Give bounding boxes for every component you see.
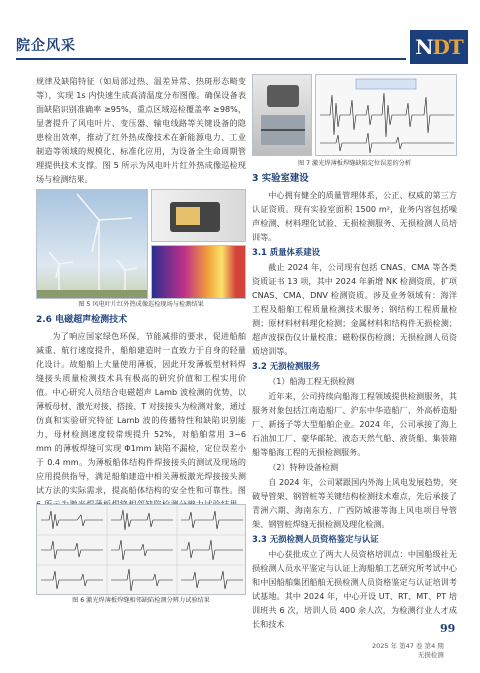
paragraph-3-2-2: 自 2024 年，公司紧跟国内外海上风电发展趋势，突破导管架、钢管桩等关键结构检测技术难点，先后承接了青洲六期、海南东方、广西防城港等海上风电项目导管架、钢管桩焊缝无损检测及理化检测。 — [252, 477, 457, 529]
weld-specimen-photo — [252, 74, 312, 156]
page-number: 99 — [440, 622, 456, 635]
left-column — [36, 74, 246, 525]
figure-7-panels — [252, 74, 457, 156]
waveform-grid — [36, 504, 246, 595]
heading-2-6: 2.6 电磁超声检测技术 — [36, 315, 128, 325]
heading-3-1: 3.1 质量体系建设 — [252, 247, 321, 257]
left-paragraph-2: 为了响应国家绿色环保，节能减排的要求，促进船舶减重、航行速度提升，船舶建造时一直致力于自身的轻量化设计。故船舶上大量使用薄板，因此开发薄板型材料焊缝接头质量检测技术具有极高的研究价值和工程实用价值。中心研究人员结合电磁超声 Lamb 波检测的优势，以薄板母材、激光对接、搭接、T 对接接头为检测对象，通过仿真和实验研究特征 Lamb 波的传播特性和缺陷识别能力，母材检测速度较常规提升 52%，对船舶常用 3~6 mm 的薄板焊缝可实现 Φ1mm 缺陷不漏检，定位误差小于 0.4 mm。为薄板船体结构件焊接接头的测试及现场的应用提供指导，满足船舶建造中相关薄板激光焊接接头测试方法的实际需求，提高船体结构的安全性和可靠性。图 — [36, 331, 246, 495]
issue-info: 2025 年 第47 卷 第4 期 — [372, 642, 444, 650]
thermal-instrument-photo — [151, 189, 246, 242]
paragraph-3-2-1: 近年来，公司持续向船海工程领域提供检测服务，其服务对象包括江南造船厂、沪东中华造船厂、外高桥造船厂、新扬子等大型船舶企业。2024 年，公司承接了海上石油加工厂、豪华邮轮、液态天然气船、液货船、集装箱船等船海工程的无损检测服务。 — [252, 391, 457, 457]
heading-3-2-1: （1）船海工程无损检测 — [268, 376, 355, 386]
journal-logo: N DT — [410, 30, 468, 64]
figure-5-caption: 图 5 风电叶片红外热成像巡检现场与检测结果 — [78, 301, 204, 308]
right-column — [252, 158, 457, 631]
header-rule — [16, 58, 406, 60]
thermal-image — [151, 245, 246, 299]
figure-7 — [252, 74, 457, 156]
figure-6 — [36, 504, 246, 604]
heading-3-2-2: （2）特种设备检测 — [268, 462, 339, 472]
wind-turbine-photo — [36, 189, 148, 299]
paragraph-3: 中心拥有健全的质量管理体系，公正、权威的第三方认证资质。现有实验室面积 1500 m²，业务内容包括噪声检测、材料理化试验、无损检测服务、无损检测人员培训等。 — [252, 190, 457, 242]
page-header — [0, 0, 480, 70]
section-title: 院企风采 — [16, 38, 76, 54]
paragraph-3-1: 截止 2024 年，公司现有包括 CNAS、CMA 等各类资质证书 13 项，其中 2024 年新增 NK 检测资质，扩项 CNAS、CMA、DNV 检测资质。涉及业务领域有：海洋工程及船舶工程质量检测技术服务；钢结构工程质量检测；原材料材料理化检测；金属材料和结构件无损检测；超声波探伤仪计量校准；磁粉探伤检测；无损检测人员资质培训等。 — [252, 262, 457, 356]
paragraph-3-3: 中心获批成立了两大人员资格培训点：中国船级社无损检测人员水平鉴定与认证上海船舶工艺研究所考试中心和中国船舶集团船舶无损检测人员资格鉴定与认证培训考试基地。其中 2024 年，中心开设 UT、RT、MT、PT 培训班共 6 次，培训人员 400 余人次，为检测行业人才成长和技术 — [252, 549, 457, 629]
page-footer — [372, 642, 444, 660]
left-paragraph-1: 规律及缺陷特征（如局部过热、温差异常、热斑形态畸变等），实现 1s 内快速生成高清温度分布图像。确保设备表面缺陷识别准确率 ≥95%，重点区域巡检覆盖率 ≥98%，显著提升了风电叶片、变压器、输电线路等关键设备的隐患检出效率，推动了红外热成像技术在新能源电力、工业制造等领域的规模化、标准化应用，为设备全生命周期管理提供技术支撑。图 5 所示为风电叶片红外热成像巡检现场与检测结果。 — [36, 76, 246, 184]
journal-name: 无损检测 — [417, 651, 444, 659]
figure-5 — [36, 189, 246, 299]
defect-position-plot — [315, 74, 457, 156]
figure-6-caption: 图 6 激光焊薄板焊缝相邻缺陷检测分辨力试验结果 — [72, 597, 210, 604]
heading-3-3: 3.3 无损检测人员资格鉴定与认证 — [252, 534, 379, 544]
heading-3: 3 实验室建设 — [252, 173, 309, 184]
heading-3-2: 3.2 无损检测服务 — [252, 361, 321, 371]
figure-7-caption: 图 7 激光焊薄板焊缝缺陷定位误差的分析 — [297, 160, 412, 167]
thermal-results — [151, 189, 246, 299]
